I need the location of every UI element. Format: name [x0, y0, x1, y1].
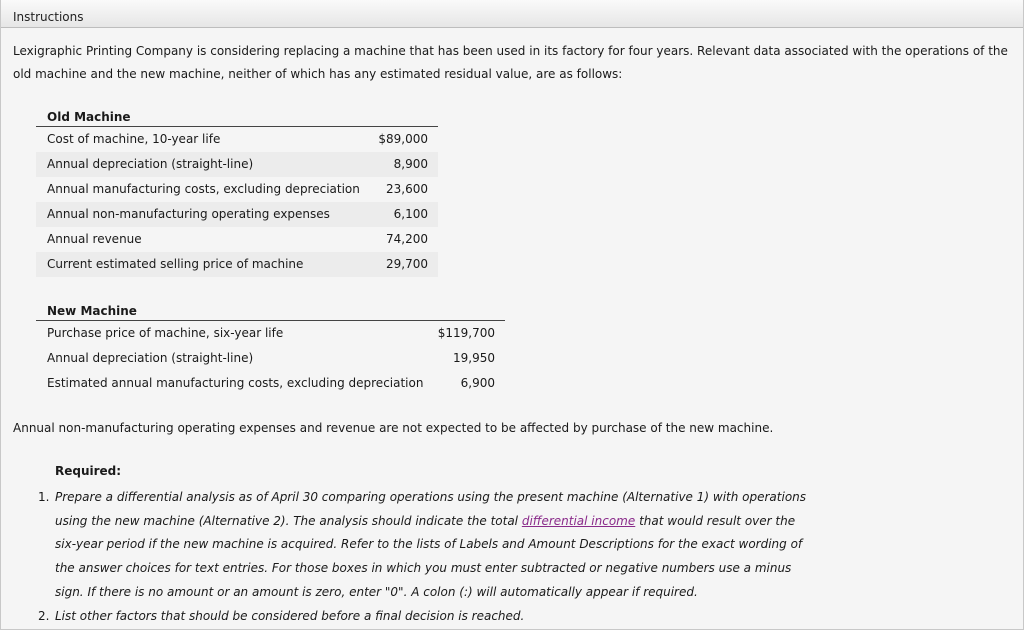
table-row — [36, 127, 438, 152]
row-value: $119,700 — [437, 326, 495, 340]
table-row — [36, 252, 438, 277]
row-label: Current estimated selling price of machine — [47, 257, 304, 271]
required-heading: Required: — [55, 464, 122, 478]
item-number: 2. — [38, 608, 50, 623]
row-label: Estimated annual manufacturing costs, excluding depreciation — [47, 376, 424, 390]
row-value: 74,200 — [386, 232, 428, 246]
row-label: Annual manufacturing costs, excluding depreciation — [47, 182, 360, 196]
list-item — [23, 605, 813, 629]
row-label: Cost of machine, 10-year life — [47, 132, 221, 146]
row-value: 23,600 — [386, 182, 428, 196]
table-row — [36, 152, 438, 177]
table-row — [36, 371, 505, 396]
new-machine-title: New Machine — [36, 298, 505, 321]
row-label: Annual depreciation (straight-line) — [47, 351, 254, 365]
differential-income-link[interactable]: differential income — [521, 513, 636, 528]
table-row — [36, 346, 505, 371]
table-row — [36, 177, 438, 202]
item1-text-end: that would result over the six-year period if the new machine is acquired. Refer to the lists of Labels and Amount Descriptions for the exact wording of the answer choices for text entries. For those boxes in which you must enter subtracted or negative numbers use a minus sign. If there is no amount or an amount is zero, enter "0". A colon (:) will automatically appear if required. — [55, 513, 803, 599]
row-value: 8,900 — [393, 157, 428, 171]
new-machine-table — [36, 298, 505, 396]
table-row — [36, 227, 438, 252]
row-label: Purchase price of machine, six-year life — [47, 326, 284, 340]
item1-text-start: Prepare a differential analysis as of April 30 comparing operations using the present machine (Alternative 1) with operations using the new machine (Alternative 2). The analysis should indicate the total — [55, 490, 807, 528]
row-label: Annual revenue — [47, 232, 142, 246]
table-row — [36, 202, 438, 227]
row-label: Annual depreciation (straight-line) — [47, 157, 254, 171]
panel-title: Instructions — [13, 10, 84, 24]
row-value: 29,700 — [386, 257, 428, 271]
item-number: 1. — [38, 490, 50, 504]
table-row — [36, 321, 505, 346]
list-item — [23, 486, 813, 605]
old-machine-title: Old Machine — [36, 104, 438, 127]
requirements-list — [23, 486, 813, 628]
intro-paragraph: Lexigraphic Printing Company is considering replacing a machine that has been used in its factory for four years. Relevant data associated with the operations of the old machine and the new machine, neither of which has any estimated residual value, are as follows: — [13, 44, 1008, 81]
item2-text: List other factors that should be considered before a final decision is reached. — [55, 608, 525, 623]
instructions-content[interactable] — [1, 28, 1023, 629]
row-label: Annual non-manufacturing operating expenses — [47, 207, 330, 221]
note-paragraph: Annual non-manufacturing operating expenses and revenue are not expected to be affected by purchase of the new machine. — [13, 421, 774, 435]
old-machine-table — [36, 104, 438, 277]
row-value: 6,100 — [393, 207, 428, 221]
row-value: $89,000 — [378, 132, 428, 146]
panel-header — [1, 0, 1023, 28]
row-value: 6,900 — [460, 376, 495, 390]
row-value: 19,950 — [453, 351, 495, 365]
